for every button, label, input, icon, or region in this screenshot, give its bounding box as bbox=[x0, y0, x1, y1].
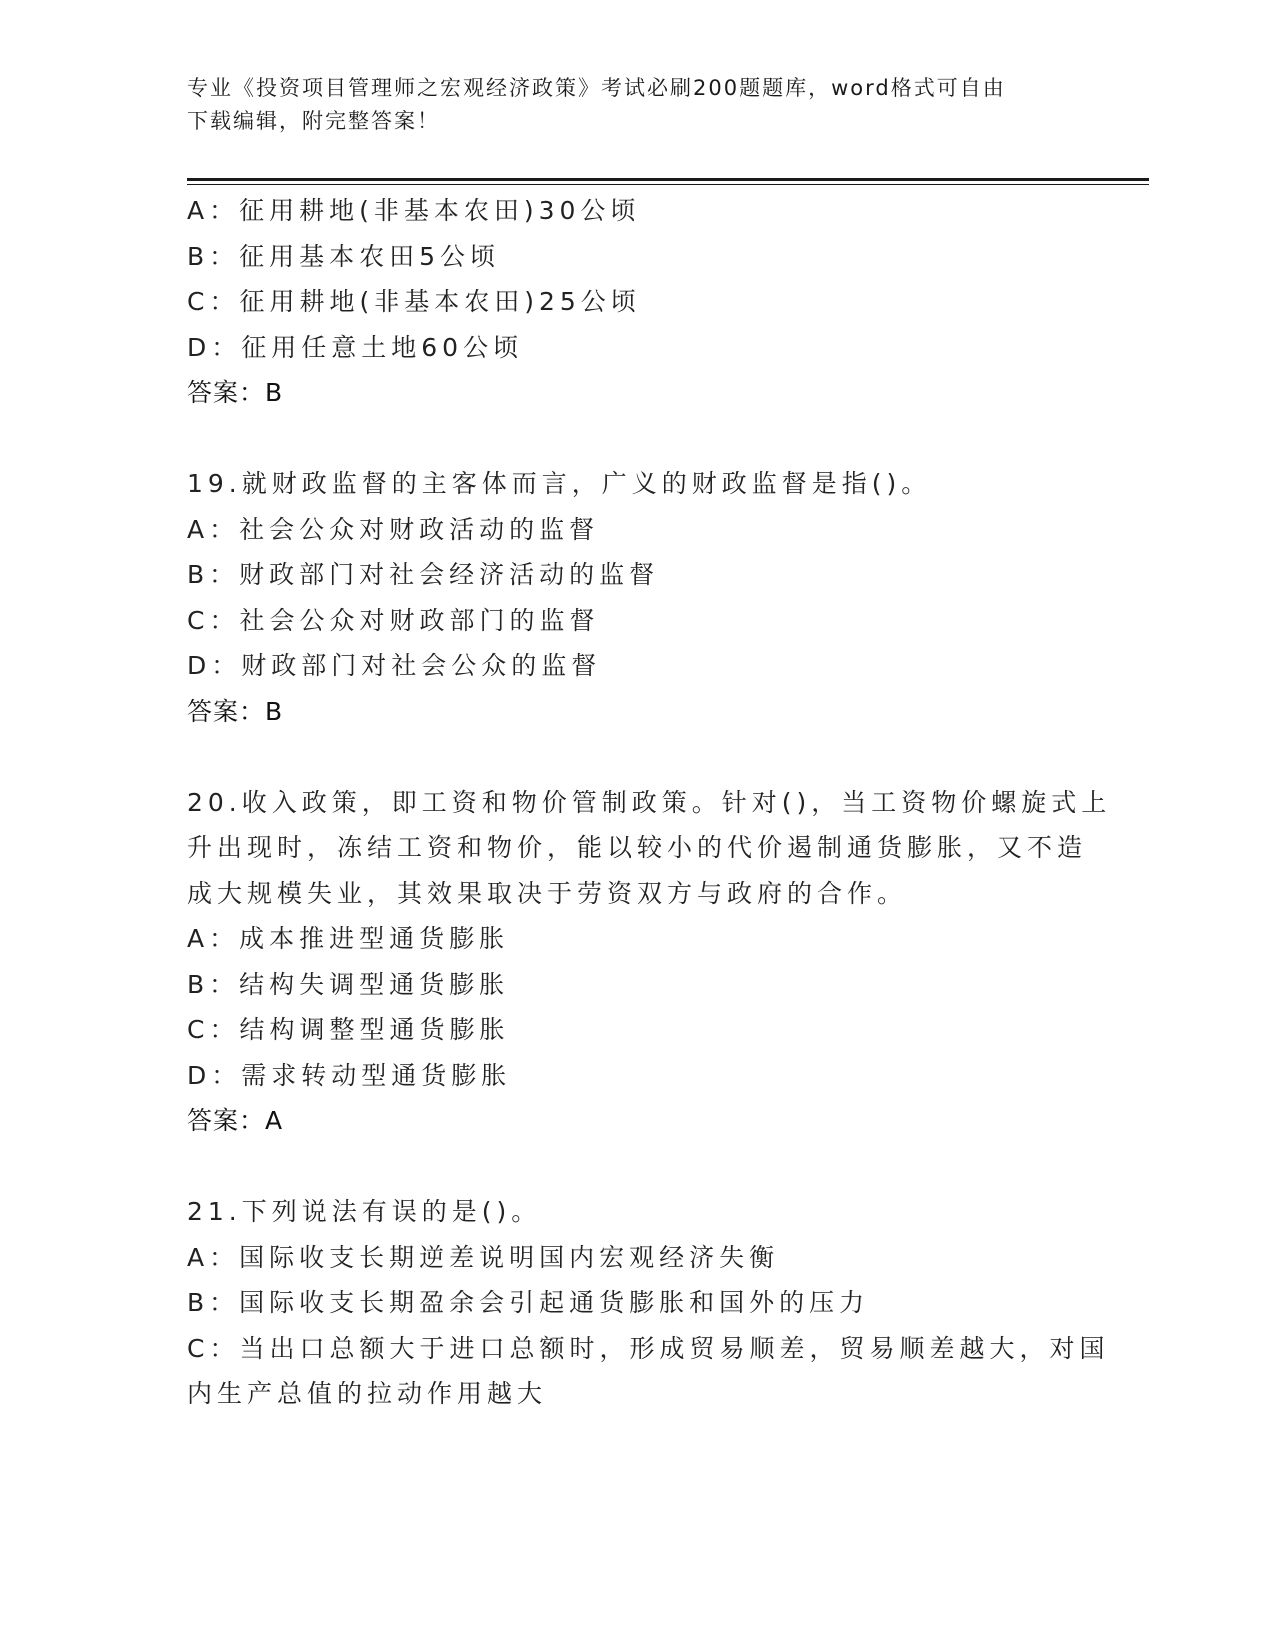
option-d: D：财政部门对社会公众的监督 bbox=[187, 651, 602, 680]
question-stem: 19.就财政监督的主客体而言，广义的财政监督是指()。 bbox=[187, 469, 932, 498]
question-list bbox=[187, 188, 1112, 1417]
document-header bbox=[187, 72, 1067, 138]
spacer bbox=[187, 734, 1087, 780]
option-c-line-2: 内生产总值的拉动作用越大 bbox=[187, 1379, 548, 1408]
question-stem-line-3: 成大规模失业，其效果取决于劳资双方与政府的合作。 bbox=[187, 878, 908, 908]
header-divider-thin bbox=[187, 184, 1149, 185]
option-c: C：征用耕地(非基本农田)25公顷 bbox=[187, 287, 641, 316]
header-line-2: 下载编辑，附完整答案！ bbox=[187, 109, 440, 133]
question-20 bbox=[187, 780, 1112, 1144]
answer-line: 答案：B bbox=[187, 696, 284, 726]
question-19 bbox=[187, 461, 1087, 734]
question-21 bbox=[187, 1189, 1110, 1417]
header-divider-thick bbox=[187, 178, 1149, 181]
option-c-line-1: C：当出口总额大于进口总额时，形成贸易顺差，贸易顺差越大，对国 bbox=[187, 1333, 1110, 1363]
question-stem: 21.下列说法有误的是()。 bbox=[187, 1197, 542, 1226]
option-a: A：成本推进型通货膨胀 bbox=[187, 924, 510, 953]
question-stem-line-2: 升出现时，冻结工资和物价，能以较小的代价遏制通货膨胀，又不造 bbox=[187, 833, 1088, 862]
option-b: B：结构失调型通货膨胀 bbox=[187, 969, 510, 999]
option-c: C：结构调整型通货膨胀 bbox=[187, 1015, 510, 1044]
option-d: D：征用任意土地60公顷 bbox=[187, 332, 524, 362]
option-c: C：社会公众对财政部门的监督 bbox=[187, 605, 600, 635]
option-d: D：需求转动型通货膨胀 bbox=[187, 1060, 512, 1090]
spacer bbox=[187, 416, 1087, 462]
option-b: B：国际收支长期盈余会引起通货膨胀和国外的压力 bbox=[187, 1288, 870, 1317]
option-a: A：国际收支长期逆差说明国内宏观经济失衡 bbox=[187, 1242, 780, 1272]
option-a: A：征用耕地(非基本农田)30公顷 bbox=[187, 196, 641, 225]
option-a: A：社会公众对财政活动的监督 bbox=[187, 514, 600, 544]
answer-line: 答案：B bbox=[187, 378, 284, 407]
question-stem-line-1: 20.收入政策，即工资和物价管制政策。针对()，当工资物价螺旋式上 bbox=[187, 787, 1112, 817]
header-line-1: 专业《投资项目管理师之宏观经济政策》考试必刷200题题库，word格式可自由 bbox=[187, 76, 1006, 100]
option-b: B：征用基本农田5公顷 bbox=[187, 241, 501, 271]
option-b: B：财政部门对社会经济活动的监督 bbox=[187, 560, 660, 589]
spacer bbox=[187, 1144, 1087, 1190]
question-18 bbox=[187, 188, 1087, 416]
answer-line: 答案：A bbox=[187, 1106, 284, 1135]
